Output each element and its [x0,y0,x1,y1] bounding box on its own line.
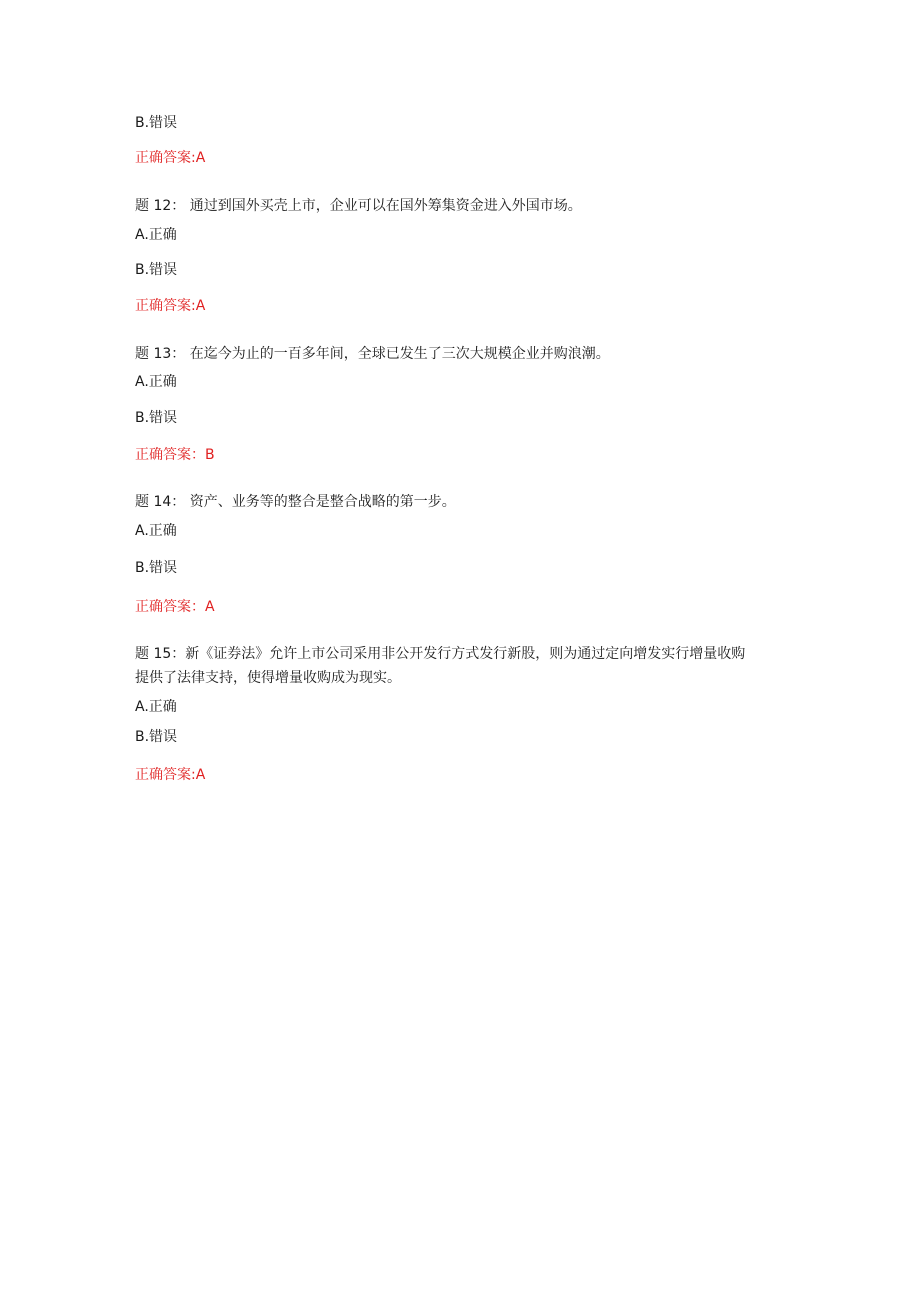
option-b: B.错误 [135,115,178,131]
question-14-option-a: A.正确 [135,523,177,539]
question-14-answer: 正确答案：A [135,599,215,615]
question-13-prompt: 题 13： 在迄今为止的一百多年间，全球已发生了三次大规模企业并购浪潮。 [135,346,610,362]
question-12-option-a: A.正确 [135,227,177,243]
question-14-prompt: 题 14： 资产、业务等的整合是整合战略的第一步。 [135,494,456,510]
question-13-option-a: A.正确 [135,374,177,390]
question-15-option-b: B.错误 [135,729,178,745]
question-14-option-b: B.错误 [135,560,178,576]
question-13-answer: 正确答案：B [135,447,215,463]
question-15-answer: 正确答案:A [135,767,206,783]
question-12-answer: 正确答案:A [135,298,206,314]
question-15-prompt-line-1: 题 15：新《证券法》允许上市公司采用非公开发行方式发行新股，则为通过定向增发实行增量收购 [135,646,746,662]
question-15-option-a: A.正确 [135,699,177,715]
correct-answer: 正确答案:A [135,150,206,166]
question-13-option-b: B.错误 [135,410,178,426]
question-12-prompt: 题 12： 通过到国外买壳上市，企业可以在国外筹集资金进入外国市场。 [135,198,582,214]
question-12-option-b: B.错误 [135,262,178,278]
question-15-prompt-line-2: 提供了法律支持，使得增量收购成为现实。 [135,670,401,686]
